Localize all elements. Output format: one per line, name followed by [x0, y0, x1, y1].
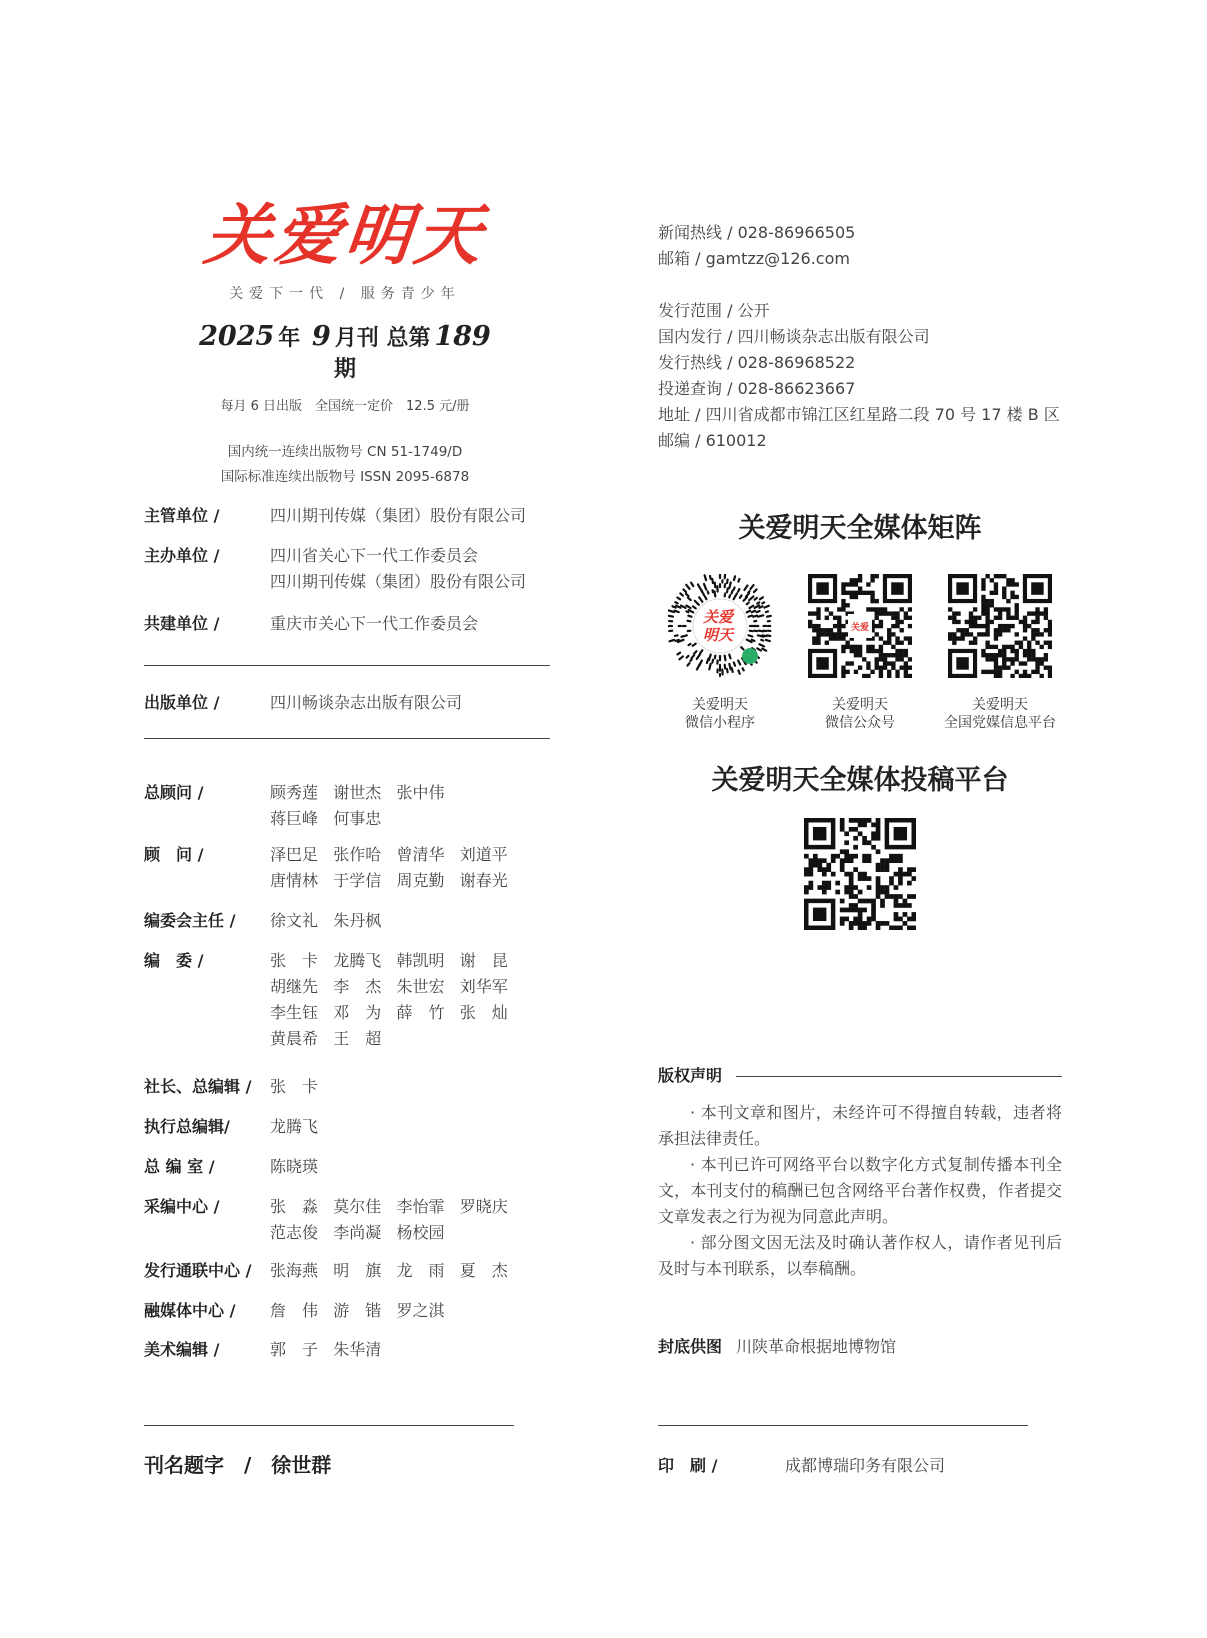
media-matrix-title: 关爱明天全媒体矩阵 [738, 513, 982, 544]
masthead [185, 195, 505, 490]
staff-value: 郭 子 朱华清 [270, 1340, 382, 1359]
issue-total-unit: 期 [333, 357, 356, 382]
staff-label: 总顾问 / [144, 783, 204, 802]
publication-info: 每月 6 日出版 全国统一定价 12.5 元/册 [220, 399, 470, 414]
issn-code: 国际标准连续出版物号 ISSN 2095-6878 [220, 469, 470, 485]
cover-credit-value: 川陕革命根据地博物馆 [736, 1337, 897, 1356]
staff-label: 融媒体中心 / [144, 1301, 236, 1320]
svg-text:明天: 明天 [702, 626, 734, 644]
news-hotline: 新闻热线 / 028-86966505 [658, 223, 856, 242]
qr-caption: 关爱明天 全国党媒信息平台 [944, 697, 1056, 731]
copyright-paragraph: · 部分图文因无法及时确认著作权人，请作者见刊后及时与本刊联系，以奉稿酬。 [658, 1233, 1062, 1278]
staff-label: 采编中心 / [144, 1197, 220, 1216]
issue-month: 9 [311, 321, 331, 352]
qr-party-media-platform[interactable] [930, 574, 1070, 732]
copyright-statement [658, 1100, 1062, 1282]
cover-credit-label: 封底供图 [658, 1337, 723, 1356]
divider [144, 1425, 514, 1426]
staff-label: 社长、总编辑 / [144, 1077, 252, 1096]
qr-mini-program[interactable] [650, 574, 790, 732]
qr-official-account[interactable] [790, 574, 930, 732]
staff-label: 顾 问 / [144, 845, 204, 864]
magazine-logo: 关爱明天 [200, 196, 490, 274]
staff-value: 詹 伟 游 锴 罗之淇 [270, 1301, 445, 1320]
staff-value: 泽巴足 张作哈 曾清华 刘道平 唐情林 于学信 周克勤 谢春光 [270, 845, 508, 890]
staff-label: 出版单位 / [144, 693, 220, 712]
distribution-scope: 发行范围 / 公开 [658, 301, 770, 320]
contact-info [658, 220, 1060, 454]
copyright-paragraph: · 本刊文章和图片，未经许可不得擅自转载，违者将承担法律责任。 [658, 1103, 1062, 1148]
domestic-distribution: 国内发行 / 四川畅谈杂志出版有限公司 [658, 327, 930, 346]
staff-value: 徐文礼 朱丹枫 [270, 911, 382, 930]
printing-value: 成都博瑞印务有限公司 [785, 1456, 946, 1475]
distribution-hotline: 发行热线 / 028-86968522 [658, 353, 856, 372]
copyright-title: 版权声明 [658, 1066, 723, 1085]
qr-code-icon [948, 574, 1052, 678]
email: 邮箱 / gamtzz@126.com [658, 249, 850, 268]
staff-value: 陈晓瑛 [270, 1157, 319, 1176]
title-calligraphy-credit: 刊名题字 / 徐世群 [144, 1453, 332, 1477]
staff-value: 四川畅谈杂志出版有限公司 [270, 693, 463, 712]
publication-codes [185, 440, 505, 490]
magazine-slogan: 关爱下一代 / 服务青少年 [229, 286, 461, 302]
issue-year-unit: 年 [278, 326, 301, 351]
copyright-paragraph: · 本刊已许可网络平台以数字化方式复制传播本刊全文，本刊支付的稿酬已包含网络平台著作权费，作者提交文章发表之行为视为同意此声明。 [658, 1155, 1062, 1226]
svg-text:关爱: 关爱 [702, 608, 734, 626]
staff-value: 顾秀莲 谢世杰 张中伟 蒋巨峰 何事忠 [270, 783, 445, 828]
staff-value: 重庆市关心下一代工作委员会 [270, 614, 479, 633]
issue-line [185, 321, 505, 383]
staff-value: 张 淼 莫尔佳 李怡霏 罗晓庆 范志俊 李尚凝 杨校园 [270, 1197, 508, 1242]
issue-year: 2025 [199, 321, 275, 352]
issue-total-number: 189 [434, 321, 491, 352]
staff-label: 编委会主任 / [144, 911, 236, 930]
svg-text:关爱: 关爱 [850, 623, 870, 633]
cn-code: 国内统一连续出版物号 CN 51-1749/D [227, 444, 463, 460]
staff-label: 发行通联中心 / [144, 1261, 252, 1280]
staff-value: 张海燕 明 旗 龙 雨 夏 杰 [270, 1261, 508, 1280]
printing-label: 印 刷 / [658, 1456, 718, 1475]
staff-label: 主管单位 / [144, 506, 220, 525]
mini-program-code [668, 574, 772, 678]
staff-value: 龙腾飞 [270, 1117, 319, 1136]
staff-value: 张 卡 [270, 1077, 319, 1096]
divider [144, 665, 550, 666]
staff-label: 总 编 室 / [144, 1157, 215, 1176]
staff-label: 执行总编辑/ [144, 1117, 230, 1136]
qr-caption: 关爱明天 微信小程序 [685, 697, 755, 731]
issue-month-unit: 月刊 [334, 326, 379, 351]
qr-caption: 关爱明天 微信公众号 [825, 697, 895, 731]
divider [144, 738, 550, 739]
postcode: 邮编 / 610012 [658, 431, 767, 450]
staff-value: 四川省关心下一代工作委员会 四川期刊传媒（集团）股份有限公司 [270, 546, 527, 591]
address: 地址 / 四川省成都市锦江区红星路二段 70 号 17 楼 B 区 [658, 405, 1060, 424]
divider [658, 1425, 1028, 1426]
qr-code-icon [808, 574, 912, 678]
printing-info [658, 1453, 1078, 1479]
cover-credit [658, 1334, 896, 1360]
staff-label: 美术编辑 / [144, 1340, 220, 1359]
staff-label: 主办单位 / [144, 546, 220, 565]
issue-total-prefix: 总第 [386, 326, 431, 351]
staff-label: 共建单位 / [144, 614, 220, 633]
staff-value: 张 卡 龙腾飞 韩凯明 谢 昆 胡继先 李 杰 朱世宏 刘华军 李生钰 邓 为 薛 竹 张 灿 黄晨希 王 超 [270, 951, 508, 1048]
copyright-header [658, 1063, 1062, 1089]
staff-label: 编 委 / [144, 951, 204, 970]
qr-code-icon [804, 818, 916, 930]
qr-submission[interactable] [790, 818, 930, 934]
submission-platform-title: 关爱明天全媒体投稿平台 [711, 765, 1009, 796]
delivery-query: 投递查询 / 028-86623667 [658, 379, 856, 398]
staff-value: 四川期刊传媒（集团）股份有限公司 [270, 506, 527, 525]
divider [736, 1076, 1062, 1077]
